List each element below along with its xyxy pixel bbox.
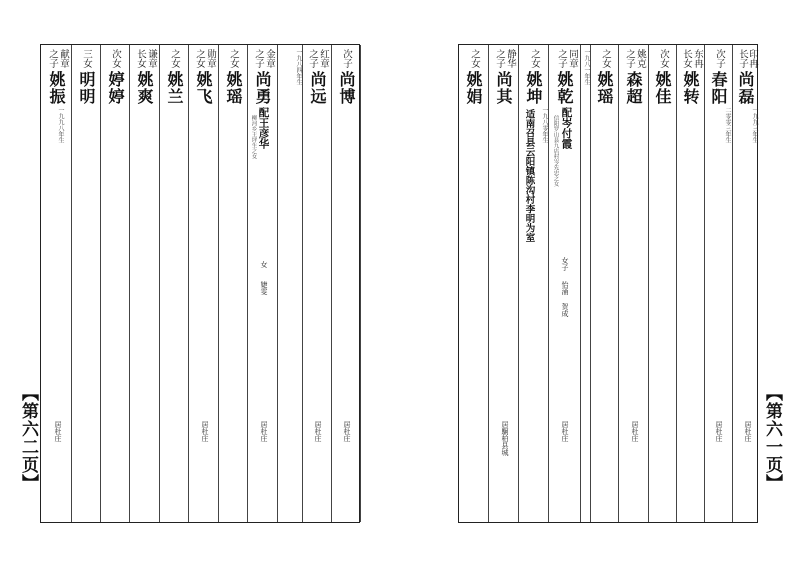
genealogy-column — [549, 45, 581, 522]
genealogy-column — [219, 45, 248, 522]
genealogy-column — [278, 45, 303, 522]
right-page — [400, 0, 800, 569]
relation-label: 长子 — [737, 49, 748, 68]
person-name: 婷婷 — [106, 71, 125, 105]
genealogy-column — [677, 45, 705, 522]
child-name: 怡涌 贺成 — [561, 281, 569, 317]
genealogy-column — [189, 45, 219, 522]
person-name: 姚瑶 — [595, 71, 614, 105]
genealogy-column — [41, 45, 72, 522]
genealogy-column — [459, 45, 489, 522]
relation-label: 之女 — [529, 49, 540, 68]
relation-label: 次子 — [341, 49, 352, 68]
relation-label: 之女 — [194, 49, 205, 68]
marriage-address: 适南召县云阳镇陈沟村李明为室 — [523, 109, 535, 242]
page-label: 【第六一页】 — [762, 384, 782, 492]
residence: 居杜庄 — [715, 421, 723, 442]
genealogy-column — [581, 45, 591, 522]
child-name: 婕雯 — [260, 281, 268, 295]
relation-label: 姚克 — [635, 49, 646, 68]
genealogy-column — [705, 45, 733, 522]
relation-label: 勋章 — [205, 49, 216, 68]
genealogy-column — [303, 45, 332, 522]
spouse: 配王彦华 — [257, 107, 270, 149]
genealogy-table — [40, 44, 360, 523]
relation-label: 静华 — [505, 49, 516, 68]
relation-label: 长女 — [681, 49, 692, 68]
genealogy-column — [72, 45, 101, 522]
person-name: 姚爽 — [135, 71, 154, 105]
birth-year: 一九八四年生 — [295, 49, 302, 85]
relation-label: 之子 — [307, 49, 318, 68]
person-name: 尚磊 — [736, 71, 755, 105]
person-name: 姚转 — [681, 71, 700, 105]
genealogy-column — [619, 45, 649, 522]
genealogy-column — [130, 45, 160, 522]
person-name: 姚佳 — [653, 71, 672, 105]
relation-label: 三女 — [81, 49, 92, 68]
person-name: 尚远 — [308, 71, 327, 105]
relation-label: 东冉 — [692, 49, 703, 68]
residence: 居杜庄 — [744, 421, 752, 442]
person-name: 明明 — [77, 71, 96, 105]
relation-label: 之女 — [600, 49, 611, 68]
spouse: 配岑付霞 — [560, 107, 573, 149]
birth-year: 一九八零年生 — [541, 107, 548, 143]
relation-label: 长女 — [135, 49, 146, 68]
relation-label: 次女 — [110, 49, 121, 68]
child-role: 女 — [260, 261, 268, 268]
relation-label: 献章 — [58, 49, 69, 68]
relation-label: 之子 — [556, 49, 567, 68]
residence: 居杜庄 — [631, 421, 639, 442]
genealogy-column — [332, 45, 361, 522]
genealogy-column — [519, 45, 549, 522]
person-name: 尚其 — [494, 71, 513, 105]
child-role: 女子 — [561, 257, 569, 271]
person-name: 春阳 — [709, 71, 728, 105]
genealogy-table — [458, 44, 758, 523]
residence: 居杜庄 — [343, 421, 351, 442]
birth-year: 一九九八年生 — [57, 107, 64, 143]
relation-label: 金章 — [264, 49, 275, 68]
person-name: 姚坤 — [524, 71, 543, 105]
spouse-origin: 信阳罗山县九店村岑先忠之女 — [552, 115, 559, 187]
genealogy-column — [489, 45, 519, 522]
person-name: 姚振 — [47, 71, 66, 105]
person-name: 尚勇 — [253, 71, 272, 105]
genealogy-column — [160, 45, 189, 522]
person-name: 姚乾 — [555, 71, 574, 105]
residence: 居杜庄 — [201, 421, 209, 442]
person-name: 尚博 — [337, 71, 356, 105]
relation-label: 同章 — [567, 49, 578, 68]
relation-label: 次女 — [658, 49, 669, 68]
relation-label: 之子 — [624, 49, 635, 68]
person-name: 姚瑶 — [224, 71, 243, 105]
relation-label: 之女 — [469, 49, 480, 68]
relation-label: 谦章 — [146, 49, 157, 68]
spouse-origin: 柳河乡王坪生之女 — [250, 115, 257, 159]
person-name: 姚娟 — [464, 71, 483, 105]
relation-label: 之子 — [494, 49, 505, 68]
person-name: 姚飞 — [194, 71, 213, 105]
relation-label: 红章 — [318, 49, 329, 68]
relation-label: 之女 — [228, 49, 239, 68]
relation-label: 之子 — [253, 49, 264, 68]
page-label: 【第六二页】 — [18, 384, 38, 492]
birth-year: 二零零三年生 — [724, 107, 731, 143]
residence: 居杜庄 — [561, 421, 569, 442]
relation-label: 之子 — [47, 49, 58, 68]
residence: 居杜庄 — [260, 421, 268, 442]
genealogy-column — [591, 45, 619, 522]
person-name: 姚兰 — [165, 71, 184, 105]
residence: 居杜庄 — [314, 421, 322, 442]
genealogy-column — [248, 45, 278, 522]
genealogy-column — [649, 45, 677, 522]
relation-label: 之女 — [169, 49, 180, 68]
genealogy-column — [733, 45, 759, 522]
relation-label: 次子 — [714, 49, 725, 68]
relation-label: 印冉 — [747, 49, 758, 68]
birth-year: 一九九三年生 — [751, 107, 758, 143]
genealogy-column — [101, 45, 130, 522]
person-name: 森超 — [624, 71, 643, 105]
residence: 居駉柏县城 — [501, 421, 509, 456]
residence: 居杜庄 — [54, 421, 62, 442]
birth-year: 一九八一年生 — [583, 49, 590, 85]
